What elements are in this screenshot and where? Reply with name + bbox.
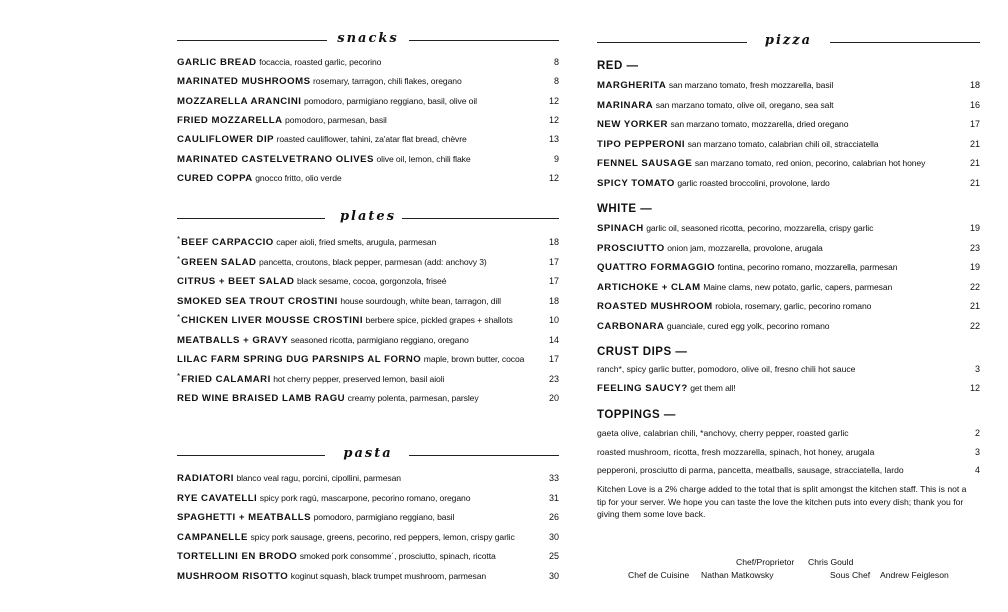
item-desc: smoked pork consomme´, prosciutto, spinach, ricotta [299,551,496,562]
item-desc: garlic oil, seasoned ricotta, pecorino, mozzarella, crispy garlic [646,223,874,233]
item-price: 31 [548,492,559,503]
snacks-header [177,31,559,48]
menu-item [177,313,559,327]
menu-item [177,274,559,288]
item-desc: san marzano tomato, mozzarella, dried oregano [670,119,849,129]
item-desc: onion jam, mozzarella, provolone, arugala [667,242,823,253]
item-price: 19 [969,262,980,272]
crust-dips-heading: CRUST DIPS — [597,346,688,358]
item-price: 21 [969,301,980,311]
item-price: 17 [548,354,559,364]
item-name: RADIATORI [177,473,234,484]
item-desc: garlic roasted broccolini, provolone, lardo [677,177,830,188]
menu-item [177,549,559,563]
menu-item [597,137,980,151]
menu-item [177,569,559,583]
item-price: 22 [969,281,980,292]
item-price: 33 [548,473,559,483]
item-price: 23 [969,242,980,253]
menu-item [597,221,980,235]
item-name: SPINACH [597,223,644,234]
menu-item [177,152,559,166]
item-desc: gaeta olive, calabrian chili, *anchovy, cherry pepper, roasted garlic [597,428,849,438]
item-price: 18 [548,237,559,247]
item-desc: hot cherry pepper, preserved lemon, basil aioli [273,373,445,384]
item-price: 30 [548,531,559,542]
item-name: ROASTED MUSHROOM [597,301,713,312]
raw-item-marker: * [177,313,181,322]
item-desc: spicy pork sausage, greens, pecorino, red peppers, lemon, crispy garlic [250,531,515,542]
item-price: 4 [974,465,980,475]
menu-item [177,294,559,308]
item-price: 16 [969,99,980,110]
item-price: 17 [548,256,559,267]
item-price: 12 [548,172,559,183]
menu-item [177,171,559,185]
item-desc: san marzano tomato, olive oil, oregano, sea salt [655,99,834,110]
item-name: FENNEL SAUSAGE [597,158,693,169]
item-desc: Maine clams, new potato, garlic, capers, parmesan [703,281,893,292]
item-price: 23 [548,373,559,384]
item-name: FRIED MOZZARELLA [177,114,283,126]
menu-item [177,352,559,366]
menu-item [177,372,559,386]
item-desc: gnocco fritto, olio verde [255,172,342,183]
item-price: 21 [969,158,980,168]
menu-item [597,445,980,459]
item-desc: guanciale, cured egg yolk, pecorino romano [666,320,830,331]
item-name: GREEN SALAD [181,256,257,268]
item-name: QUATTRO FORMAGGIO [597,262,716,273]
item-desc: pepperoni, prosciutto di parma, pancetta, meatballs, sausage, stracciatella, lardo [597,465,904,475]
item-name: MARINATED CASTELVETRANO OLIVES [177,153,374,165]
menu-item [597,260,980,274]
item-price: 18 [969,80,980,90]
menu-item [177,510,559,524]
item-name: MEATBALLS + GRAVY [177,334,289,346]
item-name: FEELING SAUCY? [597,383,688,394]
menu-item [177,74,559,88]
item-name: GARLIC BREAD [177,57,257,68]
pizza-header [597,33,980,50]
raw-item-marker: * [177,254,181,264]
item-desc: house sourdough, white bean, tarragon, dill [340,295,501,306]
item-desc: rosemary, tarragon, chili flakes, oregano [313,76,462,87]
item-price: 21 [969,138,980,149]
item-desc: get them all! [690,383,736,393]
item-name: TORTELLINI EN BRODO [177,551,298,563]
raw-item-marker: * [177,235,181,244]
item-name: SMOKED SEA TROUT CROSTINI [177,295,338,307]
item-name: MOZZARELLA ARANCINI [177,95,302,107]
item-desc: ranch*, spicy garlic butter, pomodoro, olive oil, fresno chili hot sauce [597,364,856,374]
menu-item [597,98,980,112]
item-price: 10 [548,315,559,325]
item-price: 17 [548,276,559,286]
item-price: 18 [548,295,559,306]
menu-item [597,241,980,255]
item-desc: black sesame, cocoa, gorgonzola, friseé [296,276,447,286]
item-price: 25 [548,551,559,562]
menu-item [177,55,559,69]
item-name: RYE CAVATELLI [177,492,258,504]
menu-item [177,333,559,347]
item-name: FRIED CALAMARI [181,373,271,385]
menu-item [597,463,980,477]
menu-item [177,391,559,405]
item-price: 20 [548,393,559,403]
item-name: SPAGHETTI + MEATBALLS [177,512,312,524]
list-item [597,381,980,395]
item-name: CURED COPPA [177,172,253,184]
item-name: SPICY TOMATO [597,177,675,189]
item-name: ARTICHOKE + CLAM [597,281,701,293]
cdc-role: Chef de Cuisine [628,570,690,580]
menu-item [597,319,980,333]
item-price: 17 [969,119,980,129]
item-name: MARINARA [597,99,654,111]
section-title: plates [177,209,559,224]
item-price: 3 [974,446,980,457]
item-name: CARBONARA [597,320,665,332]
item-name: CAULIFLOWER DIP [177,134,275,146]
item-name: MARINATED MUSHROOMS [177,76,311,88]
toppings-heading: TOPPINGS — [597,409,676,421]
item-desc: pancetta, croutons, black pepper, parmesan (add: anchovy 3) [258,256,487,267]
list-item [597,362,980,376]
item-desc: berbere spice, pickled grapes + shallots [365,315,513,325]
red-heading: RED — [597,60,639,72]
item-price: 12 [548,114,559,125]
cdc-name: Nathan Matkowsky [701,570,774,580]
item-price: 2 [974,428,980,438]
item-desc: pomodoro, parmigiano reggiano, basil, olive oil [303,95,477,106]
item-name: PROSCIUTTO [597,242,665,254]
item-desc: fontina, pecorino romano, mozzarella, parmesan [717,262,898,272]
item-name: MARGHERITA [597,80,667,91]
item-name: RED WINE BRAISED LAMB RAGU [177,393,346,404]
item-desc: seasoned ricotta, parmigiano reggiano, oregano [290,334,469,345]
item-desc: spicy pork ragù, mascarpone, pecorino romano, oregano [259,492,471,503]
item-price: 14 [548,334,559,345]
sous-name: Andrew Feigleson [880,570,949,580]
item-desc: roasted mushroom, ricotta, fresh mozzarella, spinach, hot honey, arugala [597,446,875,457]
menu-item [177,235,559,249]
item-name: BEEF CARPACCIO [181,237,274,248]
item-price: 8 [553,57,559,67]
item-desc: san marzano tomato, fresh mozzarella, basil [668,80,834,90]
proprietor-role: Chef/Proprietor [736,557,795,567]
item-desc: san marzano tomato, red onion, pecorino, calabrian hot honey [694,158,926,168]
section-title: snacks [177,31,559,46]
item-name: CHICKEN LIVER MOUSSE CROSTINI [181,315,363,326]
item-name: NEW YORKER [597,119,668,130]
item-desc: koginut squash, black trumpet mushroom, parmesan [290,571,487,581]
item-desc: caper aioli, fried smelts, arugula, parmesan [276,237,437,247]
section-title: pasta [177,446,559,461]
menu-item [597,78,980,92]
sous-role: Sous Chef [830,570,871,580]
menu-item [177,132,559,146]
item-name: MUSHROOM RISOTTO [177,571,289,582]
menu-item [177,471,559,485]
menu-item [597,176,980,190]
item-name: LILAC FARM SPRING DUG PARSNIPS AL FORNO [177,354,422,365]
menu-item [177,491,559,505]
pasta-header [177,446,559,463]
item-desc: olive oil, lemon, chili flake [376,153,471,164]
item-price: 9 [553,153,559,164]
menu-item [597,426,980,440]
menu-item [597,156,980,170]
menu-item [177,94,559,108]
menu-item [597,299,980,313]
item-desc: robiola, rosemary, garlic, pecorino romano [715,301,872,311]
item-name: CITRUS + BEET SALAD [177,276,295,287]
item-price: 19 [969,223,980,233]
white-heading: WHITE — [597,203,653,215]
plates-header [177,209,559,226]
proprietor-name: Chris Gould [808,557,854,567]
item-price: 26 [548,512,559,523]
item-desc: roasted cauliflower, tahini, za'atar flat bread, chèvre [276,134,467,145]
item-desc: maple, brown butter, cocoa [423,354,525,364]
menu-item [597,280,980,294]
item-price: 21 [969,177,980,188]
item-desc: pomodoro, parmigiano reggiano, basil [313,512,455,523]
item-price: 30 [548,571,559,581]
item-price: 12 [548,95,559,106]
menu-item [177,113,559,127]
menu-item [177,255,559,269]
kitchen-love-note: Kitchen Love is a 2% charge added to the total that is split amongst the kitchen staff. This is not a tip for your server. We hope you can taste the love the kitchen puts into every dish; thank you for giving them some love back. [597,484,967,519]
item-desc: san marzano tomato, calabrian chili oil, stracciatella [687,138,879,149]
item-price: 8 [553,76,559,87]
item-desc: creamy polenta, parmesan, parsley [347,393,479,403]
item-price: 22 [969,320,980,331]
section-title: pizza [597,33,980,48]
menu-item [177,530,559,544]
item-desc: blanco veal ragu, porcini, cipollini, parmesan [236,473,401,483]
item-price: 3 [974,364,980,374]
item-price: 12 [969,383,980,393]
menu-item [597,117,980,131]
item-name: CAMPANELLE [177,531,248,543]
item-desc: pomodoro, parmesan, basil [285,114,387,125]
raw-item-marker: * [177,371,181,381]
item-name: TIPO PEPPERONI [597,138,686,150]
item-price: 13 [548,134,559,145]
item-desc: focaccia, roasted garlic, pecorino [259,57,382,67]
